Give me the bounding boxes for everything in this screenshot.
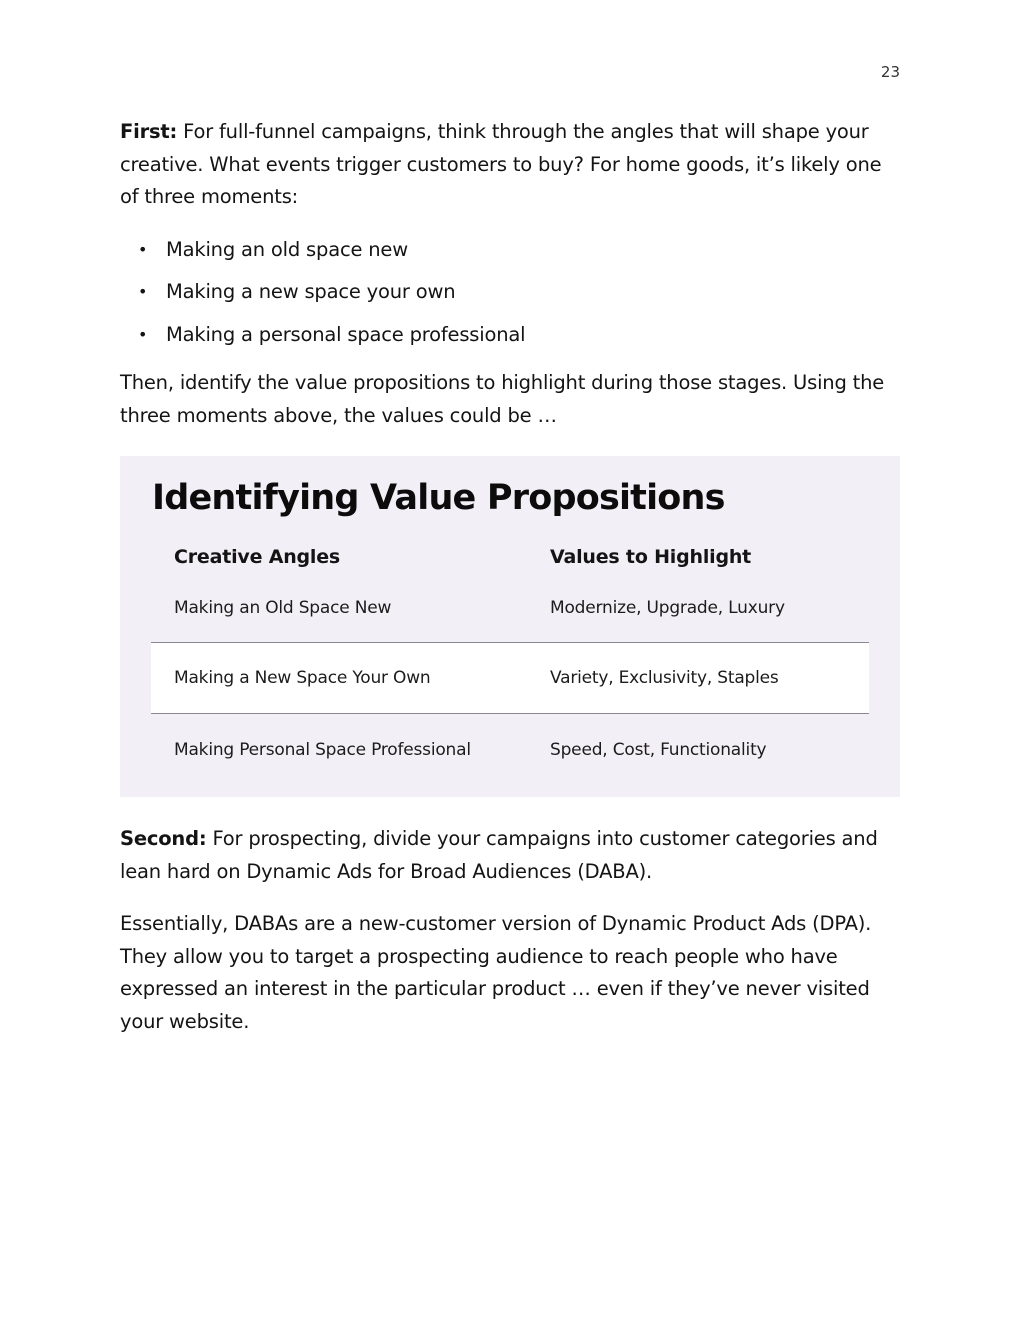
list-item-text: Making an old space new — [166, 237, 408, 261]
angle-cell: Making an Old Space New — [174, 598, 392, 618]
list-item-text: Making a new space your own — [166, 280, 456, 303]
panel-title: Identifying Value Propositions — [152, 478, 725, 518]
bullet-icon: • — [138, 282, 148, 301]
closing-paragraph: Essentially, DABAs are a new-customer version of Dynamic Product Ads (DPA). They allow you to target a prospecting audience to reach people who have expressed an interest in the particular product … even if they’ve never visited your website. — [120, 912, 872, 1033]
bullet-icon: • — [138, 324, 148, 344]
column-header-values: Values to Highlight — [550, 546, 752, 568]
transition-paragraph: Then, identify the value propositions to highlight during those stages. Using the three moments above, the values could be … — [120, 371, 885, 427]
value-propositions-panel — [120, 456, 900, 797]
intro-lead: First: — [120, 120, 178, 143]
table-row — [151, 643, 869, 714]
bullet-icon: • — [138, 239, 148, 259]
values-cell: Speed, Cost, Functionality — [550, 740, 767, 760]
table-row — [151, 714, 869, 786]
second-paragraph — [120, 823, 900, 888]
intro-text: For full-funnel campaigns, think through the angles that will shape your creative. What events trigger customers to buy? For home goods, it’s likely one of three moments: — [120, 120, 882, 208]
angle-cell: Making Personal Space Professional — [174, 740, 471, 760]
values-cell: Modernize, Upgrade, Luxury — [550, 598, 785, 618]
values-cell: Variety, Exclusivity, Staples — [550, 668, 779, 688]
page-number: 23 — [880, 63, 900, 81]
intro-paragraph — [120, 116, 900, 214]
second-lead: Second: — [120, 827, 207, 850]
moments-list — [120, 234, 900, 352]
column-header-creative-angles: Creative Angles — [174, 546, 341, 568]
list-item — [120, 319, 900, 352]
list-item-text: Making a personal space professional — [166, 322, 526, 346]
page-content — [120, 116, 900, 1038]
list-item — [120, 234, 900, 267]
list-item — [120, 276, 900, 309]
angle-cell: Making a New Space Your Own — [174, 668, 431, 688]
table-row — [151, 574, 869, 643]
second-text: For prospecting, divide your campaigns into customer categories and lean hard on Dynamic Ads for Broad Audiences (DABA). — [120, 827, 878, 883]
